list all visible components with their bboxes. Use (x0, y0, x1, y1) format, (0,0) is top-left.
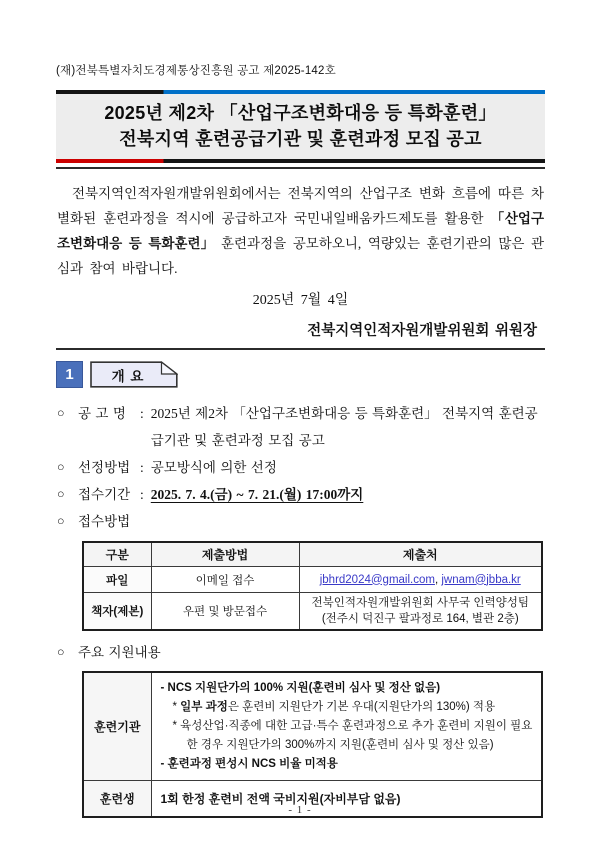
table-row-book (83, 593, 542, 631)
intro-paragraph (57, 181, 544, 281)
page-number: - 1 - (288, 804, 312, 816)
cell-method: 이메일 접수 (151, 567, 299, 593)
doc-number: (재)전북특별자치도경제통상진흥원 공고 제2025-142호 (56, 65, 336, 77)
table-row-file (83, 567, 542, 593)
page-title (56, 94, 545, 159)
cell-destination (299, 567, 542, 593)
bullet-colon: : (140, 406, 144, 421)
email-separator: , (434, 573, 442, 586)
intro-text-after: 훈련과정을 공모하오니, 역량있는 훈련기관의 많은 관심과 참여 바랍니다. (57, 236, 544, 276)
intro-text-bold: 「산업구조변화대응 등 특화훈련」 (57, 211, 544, 251)
cell-category: 훈련기관 (83, 672, 151, 781)
bullet-application-period (56, 481, 545, 508)
table-header-row (83, 542, 542, 567)
bullet-label: 선정방법 (78, 460, 131, 475)
support-line-4: - 훈련과정 편성시 NCS 비율 미적용 (160, 758, 338, 770)
bullet-icon: ○ (57, 460, 65, 474)
bullet-value: 공모방식에 의한 선정 (150, 460, 277, 475)
section-1-header (56, 361, 545, 388)
bullet-label: 접수방법 (78, 514, 131, 529)
page-title-line1: 2025년 제2차 「산업구조변화대응 등 특화훈련」 (104, 103, 497, 123)
page-title-line2: 전북지역 훈련공급기관 및 훈련과정 모집 공고 (119, 129, 482, 149)
support-line-2-rest: 은 훈련비 지원단가 기본 우대(지원단가의 130%) 적용 (227, 701, 496, 713)
cell-destination (299, 593, 542, 631)
cell-category: 책자(제본) (83, 593, 151, 631)
bullet-icon: ○ (57, 645, 65, 659)
bullet-colon: : (140, 460, 144, 475)
support-line-1: - NCS 지원단가의 100% 지원(훈련비 심사 및 정산 없음) (160, 682, 441, 694)
destination-address: (전주시 덕진구 팔과정로 164, 별관 2층) (321, 613, 519, 625)
announcement-date: 2025년 7월 4일 (252, 293, 349, 308)
receipt-method-table (82, 541, 543, 631)
support-line-3: * 육성산업·직종에 대한 고급·특수 훈련과정으로 추가 훈련비 지원이 필요한 경우 지원단가의 300%까지 지원(훈련비 심사 및 정산 있음) (172, 720, 533, 751)
bullet-receipt-method (56, 508, 545, 535)
star-mark: * (172, 701, 181, 713)
section-title-tab (90, 361, 178, 388)
col-header-destination: 제출처 (299, 542, 542, 567)
support-line-2 (161, 698, 534, 717)
bullet-value-period: 2025. 7. 4.(금) ~ 7. 21.(월) 17:00까지 (150, 487, 364, 502)
section-number-badge: 1 (56, 361, 83, 388)
section-1-bullets (56, 400, 545, 818)
support-content-table (82, 671, 543, 818)
email-link-1[interactable]: jbhrd2024@gmail.com (319, 573, 435, 586)
divider-top (56, 167, 545, 169)
intro-text-before: 전북지역인적자원개발위원회에서는 전북지역의 산업구조 변화 흐름에 따른 차별화된 훈련과정을 적시에 공급하고자 국민내일배움카드제도를 활용한 (57, 186, 544, 226)
section-title: 개 요 (111, 368, 145, 384)
bullet-label: 공 고 명 (78, 406, 126, 421)
bullet-selection-method (56, 454, 545, 481)
bullet-label: 주요 지원내용 (78, 645, 161, 660)
signature: 전북지역인적자원개발위원회 위원장 (307, 323, 537, 339)
bullet-label: 접수기간 (78, 487, 131, 502)
bullet-support-content (56, 639, 545, 666)
col-header-method: 제출방법 (151, 542, 299, 567)
cell-method: 우편 및 방문접수 (151, 593, 299, 631)
bullet-icon: ○ (57, 487, 65, 501)
cell-category: 파일 (83, 567, 151, 593)
bullet-icon: ○ (57, 514, 65, 528)
bullet-colon: : (140, 487, 144, 502)
cell-trainee-support: 1회 한정 훈련비 전액 국비지원(자비부담 없음) (151, 781, 542, 818)
cell-category: 훈련생 (83, 781, 151, 818)
support-line-2-bold: 일부 과정 (180, 701, 228, 713)
bullet-value: 2025년 제2차 「산업구조변화대응 등 특화훈련」 전북지역 훈련공급기관 및 훈련과정 모집 공고 (150, 406, 538, 448)
destination-team: 전북인적자원개발위원회 사무국 인력양성팀 (311, 597, 529, 609)
cell-support-details (151, 672, 542, 781)
table-row-institution (83, 672, 542, 781)
email-link-2[interactable]: jwnam@jbba.kr (441, 573, 521, 586)
divider-signature (56, 348, 545, 350)
bullet-notice-name (56, 400, 545, 454)
title-box (56, 90, 545, 163)
title-bottom-bar (56, 159, 545, 163)
col-header-category: 구분 (83, 542, 151, 567)
bullet-icon: ○ (57, 406, 65, 420)
